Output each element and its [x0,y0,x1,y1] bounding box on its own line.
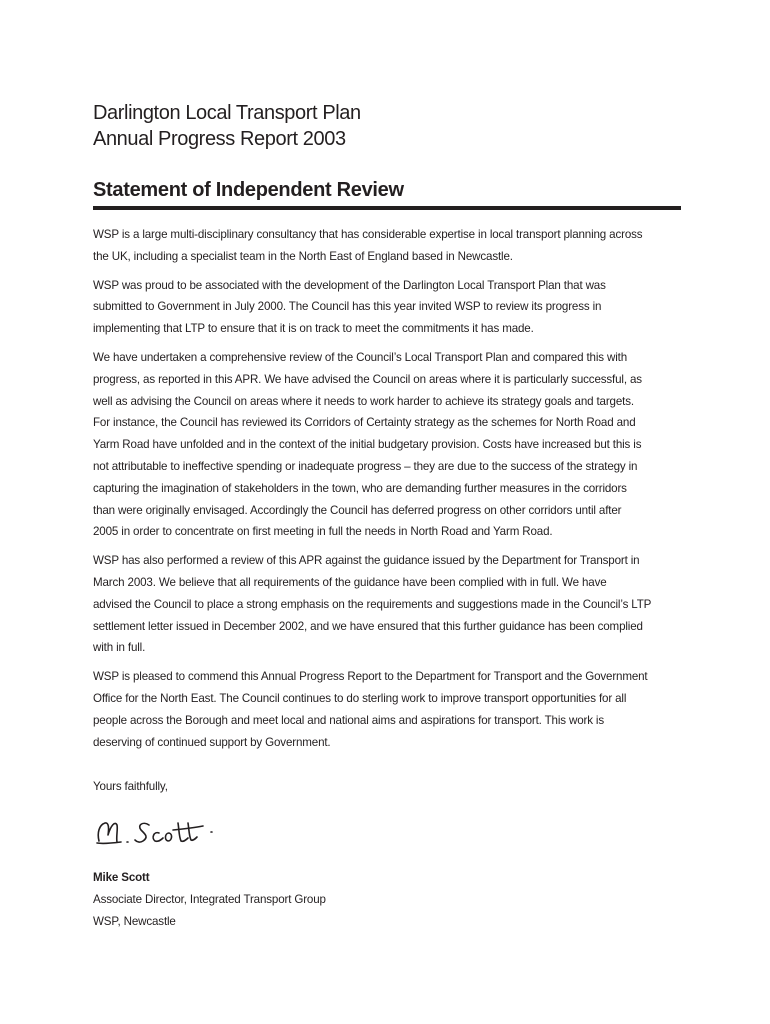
heading-rule [93,206,681,210]
signer-name: Mike Scott [93,871,150,885]
signature-image [93,811,233,851]
document-title [93,100,681,152]
paragraph-1: WSP is a large multi-disciplinary consultancy that has considerable expertise in local transport planning across the UK, including a specialist team in the North East of England based in Newcastle. [93,228,643,263]
signer-company: WSP, Newcastle [93,915,176,929]
closing-salutation: Yours faithfully, [93,780,168,794]
paragraph-3: We have undertaken a comprehensive review of the Council’s Local Transport Plan and compared this with progress, as reported in this APR. We have advised the Council on areas where it is particularly successful, as well as advising the Council on areas where it needs to work harder to achieve its strategy goals and targets. For instance, the Council has reviewed its Corridors of Certainty strategy as the schemes for North Road and Yarm Road have unfolded and in the context of the initial budgetary provision. Costs have increased but this is not attributable to ineffective spending or inadequate progress – they are due to the success of the strategy in capturing the imagination of stakeholders in the town, who are demanding further measures in the corridors than were originally envisaged. Accordingly the Council has deferred progress on other corridors until after 2005 in order to concentrate on first meeting in full the needs in North Road and Yarm Road. [93,350,642,539]
body-text [93,224,681,753]
title-line-2: Annual Progress Report 2003 [93,128,346,150]
title-line-1: Darlington Local Transport Plan [93,102,361,124]
document-page [93,100,681,933]
signer-role: Associate Director, Integrated Transport Group [93,893,326,907]
signer-block [93,867,681,933]
paragraph-4: WSP has also performed a review of this APR against the guidance issued by the Department for Transport in March 2003. We believe that all requirements of the guidance have been complied with in full. We have advised the Council to place a strong emphasis on the requirements and suggestions made in the Council’s LTP settlement letter issued in December 2002, and we have ensured that this further guidance has been complied with in full. [93,554,652,655]
paragraph-5: WSP is pleased to commend this Annual Progress Report to the Department for Transport and the Government Office for the North East. The Council continues to do sterling work to improve transport opportunities for all people across the Borough and meet local and national aims and aspirations for transport. This work is deserving of continued support by Government. [93,670,648,749]
section-heading: Statement of Independent Review [93,179,404,201]
paragraph-2: WSP was proud to be associated with the development of the Darlington Local Transport Plan that was submitted to Government in July 2000. The Council has this year invited WSP to review its progress in implementing that LTP to ensure that it is on track to meet the commitments it has made. [93,278,606,336]
